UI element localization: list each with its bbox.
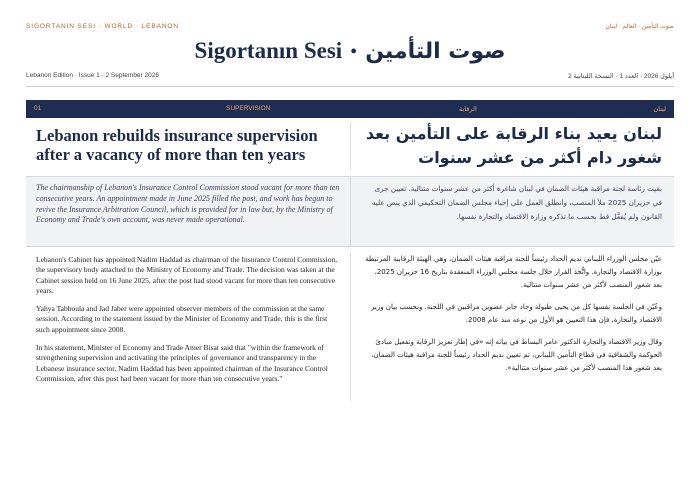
section-country-ar: لبنان [653,106,666,113]
section-label-en: SUPERVISION [226,105,271,112]
topbar-breadcrumb-ar: صوت التأمين · العالم · لبنان [605,24,674,30]
masthead-separator: • [350,41,358,63]
body-en-paragraph: Lebanon's Cabinet has appointed Nadim Haddad as chairman of the Insurance Control Commission, the supervisory body attached to the Ministry of Economy and Trade. The decision was taken at the Cabinet session held on 16 June 2025, after the post had stood vacant for more than ten consecutive years. [36,255,338,295]
topbar-breadcrumb-en: SIGORTANIN SESI · WORLD · LEBANON [26,23,179,30]
masthead-arabic-title: صوت التأمين [365,39,506,64]
section-band [26,100,674,118]
headline-ar: لبنان يعيد بناء الرقابة على التأمين بعد شغور دام أكثر من عشر سنوات [350,122,674,170]
body-en-paragraph: In his statement, Minister of Economy and Trade Amer Bisat said that "within the framework of strengthening supervision and activating the principles of governance and transparency in the Lebanese insurance sector, Nadim Haddad has been appointed chairman of the Insurance Control Commission, after this post had been vacant for more than ten consecutive years." [36,343,328,383]
edition-line-ar: أيلول 2026 · العدد 1 · النسخة اللبنانية 2 [568,73,674,80]
header-divider [26,86,674,87]
body-en-paragraph: Yahya Tabboula and Jad Jaber were appointed observer members of the commission at the same session. According to the statement issued by the Minister of Economy and Trade, this is the first such appointment since 2008. [36,304,328,334]
body-ar-paragraph: وقال وزير الاقتصاد والتجارة الدكتور عامر البساط في بيانه إنه «في إطار تعزيز الرقابة وتفعيل مبادئ الحوكمة والشفافية في قطاع التأمين اللبناني، تم تعيين نديم الحداد رئيساً للجنة مراقبة هيئات الضمان، بعد شغور هذا المنصب لأكثر من عشر سنوات متتالية». [371,338,662,372]
masthead [0,38,700,64]
section-label-ar: الرقابة [459,106,477,113]
body-en [26,255,350,392]
headline-en: Lebanon rebuilds insurance supervision after a vacancy of more than ten years [36,126,318,164]
body-ar-paragraph: عيّن مجلس الوزراء اللبناني نديم الحداد رئيساً للجنة مراقبة هيئات الضمان، وهي الهيئة الرقابية المرتبطة بوزارة الاقتصاد والتجارة. واتُّخذ القرار خلال جلسة مجلس الوزراء المنعقدة بتاريخ 16 حزيران 2025، بعد شغور المنصب لأكثر من عشر سنوات متتالية. [365,255,662,289]
body-ar-paragraph: وعُيّن في الجلسة نفسها كل من يحيى طبولة وجاد جابر عضوين مراقبين في اللجنة. وبحسب بيان وزير الاقتصاد والتجارة، فإن هذا التعيين هو الأول من نوعه منذ عام 2008. [371,303,662,324]
standfirst-en: The chairmanship of Lebanon's Insurance Control Commission stood vacant for more than ten consecutive years. An appointment made in June 2025 filled the post, and work has begun to revive the Insurance Arbitration Council, which is provided for in law but, by the Ministry of Economy and Trade's own account, was never made operational. [26,176,350,247]
body-ar [350,253,674,401]
masthead-latin-title: Sigortanın Sesi [194,38,343,63]
standfirst-ar: بقيت رئاسة لجنة مراقبة هيئات الضمان في لبنان شاغرة أكثر من عشر سنوات متتالية. تعيين جرى في حزيران 2025 ملأ المنصب، وانطلق العمل على إحياء مجلس الضمان التحكيمي الذي ينص عليه القانون ولم يُفعَّل قط بحسب ما تذكره وزارة الاقتصاد والتجارة نفسها. [350,176,674,247]
section-number: 01 [34,105,42,112]
edition-line-en: Lebanon Edition · Issue 1 · 2 September 2026 [26,72,159,79]
